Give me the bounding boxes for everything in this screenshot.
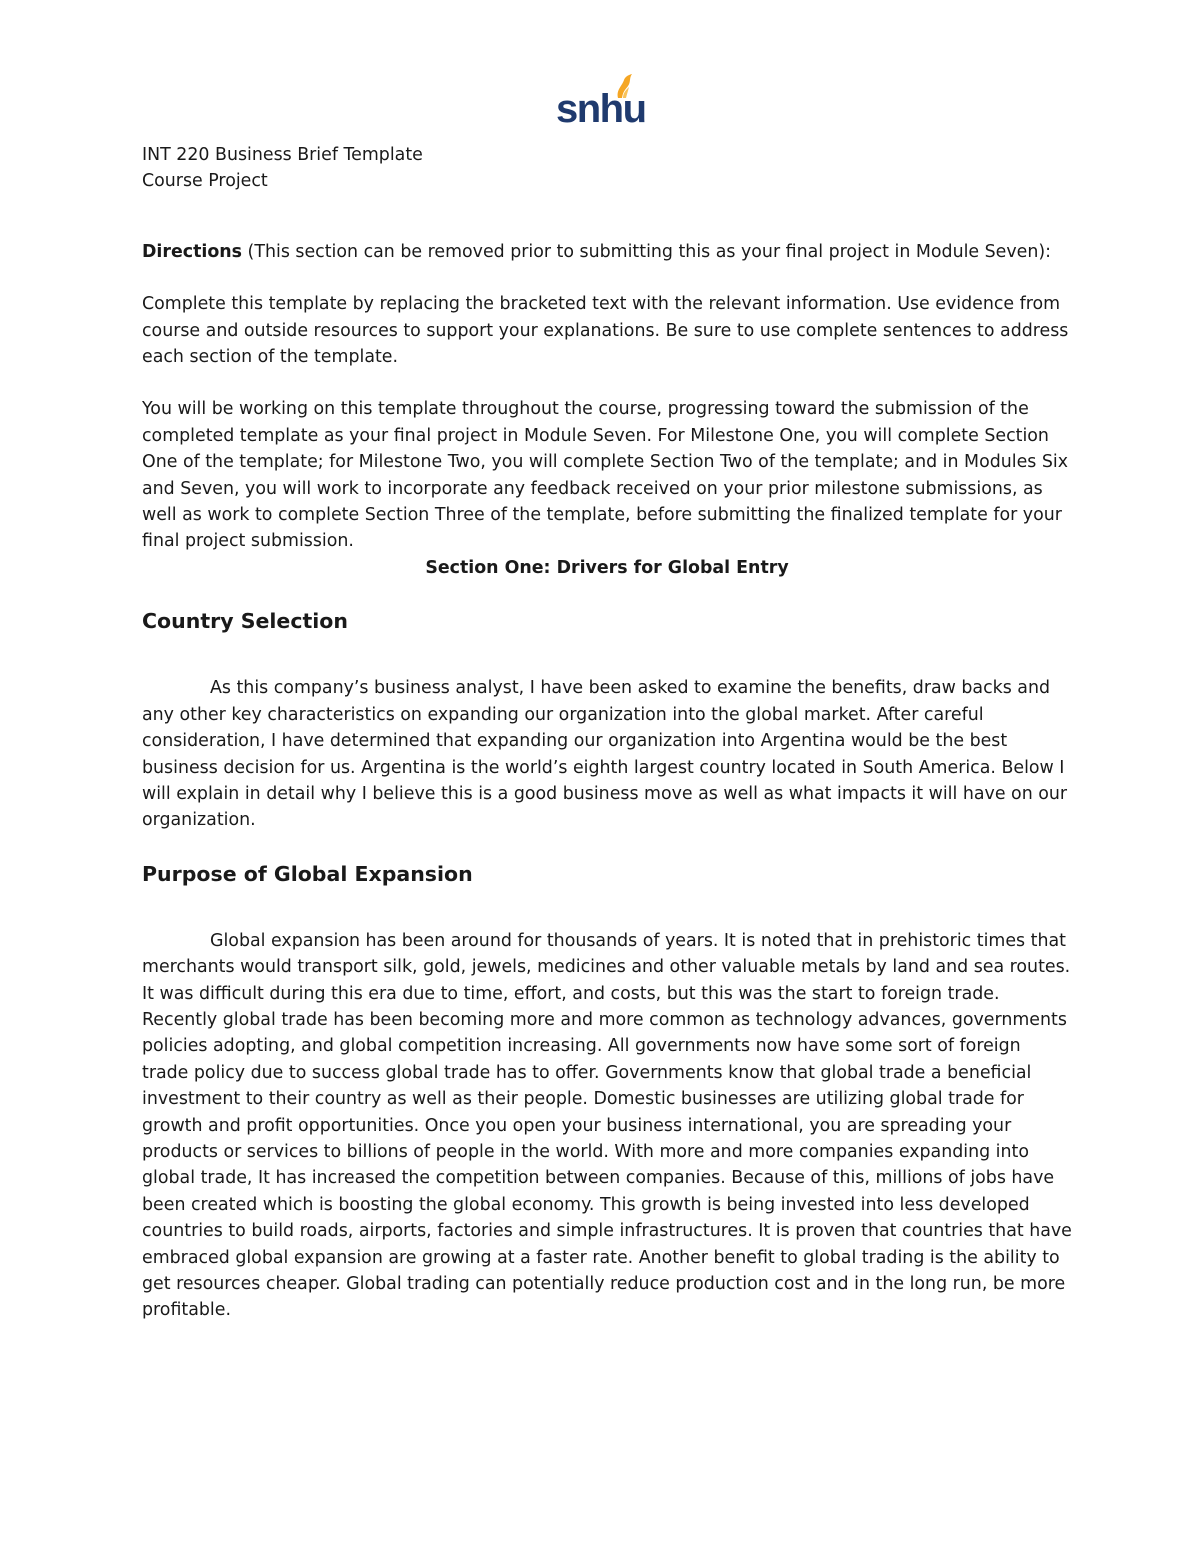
section-one-title: Section One: Drivers for Global Entry — [425, 557, 789, 578]
snhu-logo — [556, 74, 646, 132]
purpose-body: Global expansion has been around for thousands of years. It is noted that in prehistoric times that merchants would transport silk, gold, jewels, medicines and other valuable metals by land and sea routes. It was difficult during this era due to time, effort, and costs, but this was the start to foreign trade. Recently global trade has been becoming more and more common as technology advances, governments policies adopting, and global competition increasing. All governments now have some sort of foreign trade policy due to success global trade has to offer. Governments know that global trade a beneficial investment to their country as well as their people. Domestic businesses are utilizing global trade for growth and profit opportunities. Once you open your business international, you are spreading your products or services to billions of people in the world. With more and more companies expanding into global trade, It has increased the competition between companies. Because of this, millions of jobs have been created which is boosting the global economy. This growth is being invested into less developed countries to build roads, airports, factories and simple infrastructures. It is proven that countries that have embraced global expansion are growing at a faster rate. Another benefit to global trading is the ability to get resources cheaper. Global trading can potentially reduce production cost and in the long run, be more profitable. — [142, 930, 1072, 1321]
country-selection-body: As this company’s business analyst, I have been asked to examine the benefits, draw backs and any other key characteristics on expanding our organization into the global market. After careful consideration, I have determined that expanding our organization into Argentina would be the best business decision for us. Argentina is the world’s eighth largest country located in South America. Below I will explain in detail why I believe this is a good business move as well as what impacts it will have on our organization. — [142, 678, 1068, 831]
directions-paragraph-2: You will be working on this template throughout the course, progressing toward the submission of the completed template as your final project in Module Seven. For Milestone One, you will complete Section One of the template; for Milestone Two, you will complete Section Two of the template; and in Modules Six and Seven, you will work to incorporate any feedback received on your prior milestone submissions, as well as work to complete Section Three of the template, before submitting the finalized template for your final project submission. — [142, 399, 1069, 552]
document-title: INT 220 Business Brief Template — [142, 145, 423, 165]
directions-heading — [142, 239, 1072, 265]
document-subtitle: Course Project — [142, 171, 268, 192]
directions-paragraph-1: Complete this template by replacing the bracketed text with the relevant information. Use evidence from course and outside resources to support your explanations. Be sure to use complete sentences to address each section of the template. — [142, 294, 1069, 368]
directions-note: (This section can be removed prior to submitting this as your final project in Module Seven): — [242, 241, 1052, 262]
document-body — [142, 142, 1072, 1324]
directions-label: Directions — [142, 241, 243, 262]
country-selection-heading: Country Selection — [142, 609, 348, 634]
logo-wordmark: snhu — [556, 87, 646, 131]
purpose-heading: Purpose of Global Expansion — [142, 861, 473, 886]
